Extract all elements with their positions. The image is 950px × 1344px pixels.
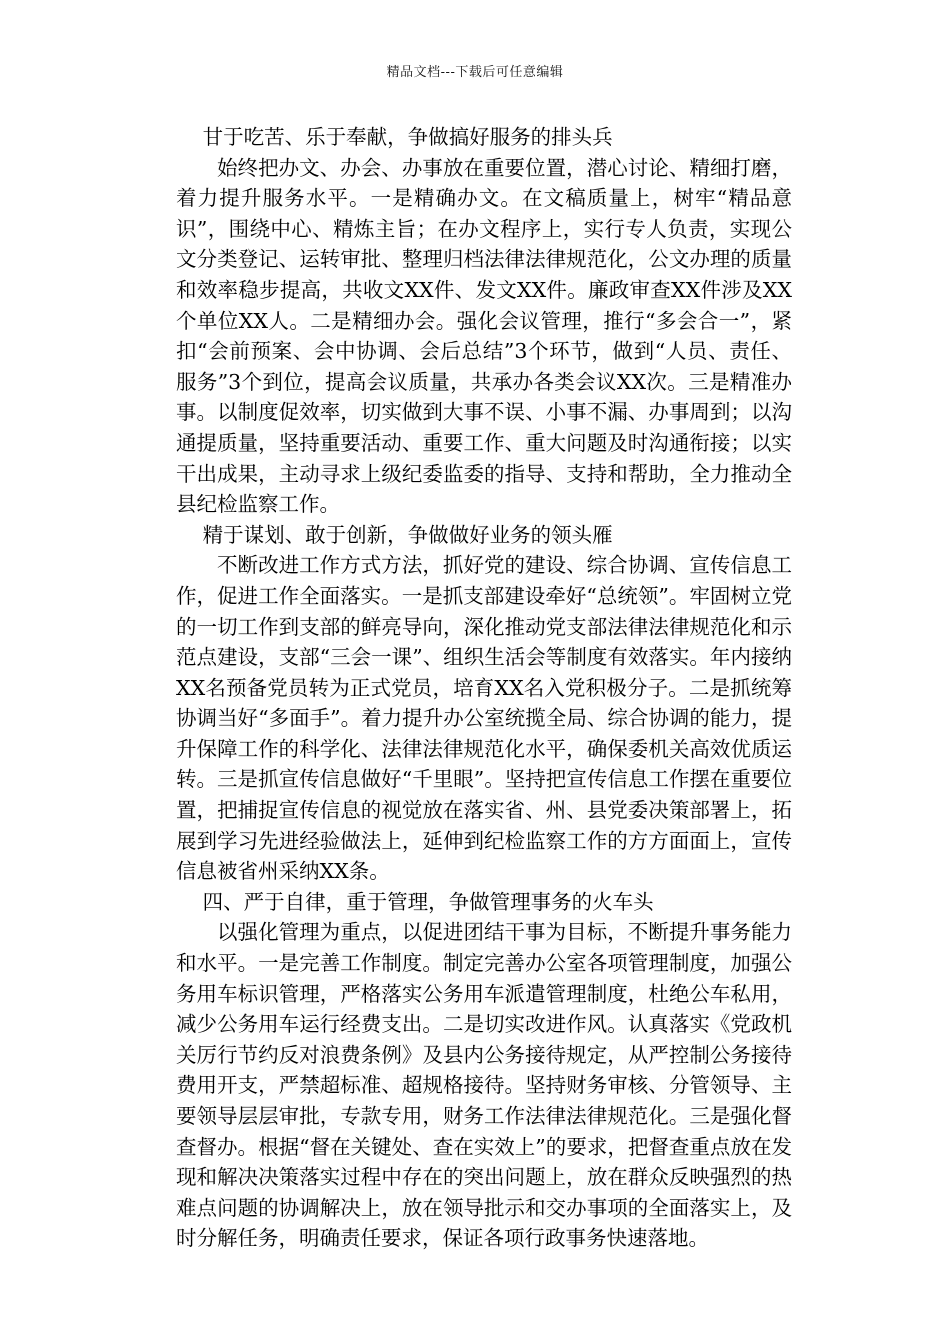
page-header: 精品文档---下载后可任意编辑 [386, 65, 564, 80]
section-heading: 甘于吃苦、乐于奉献，争做搞好服务的排头兵 [202, 125, 613, 149]
section-paragraph: 不断改进工作方式方法，抓好党的建设、综合协调、宣传信息工作，促进工作全面落实。一是抓支部建设牵好“总统领”。牢固树立党的一切工作到支部的鲜亮导向，深化推动党支部法律法律规范化和示范点建设，支部“三会一课”、组织生活会等制度有效落实。年内接纳XX名预备党员转为正式党员，培育XX名入党积极分子。二是抓统筹协调当好“多面手”。着力提升办公室统揽全局、综合协调的能力，提升保障工作的科学化、法律法律规范化水平，确保委机关高效优质运转。三是抓宣传信息做好“千里眼”。坚持把宣传信息工作摆在重要位置，把捕捉宣传信息的视觉放在落实省、州、县党委决策部署上，拓展到学习先进经验做法上，延伸到纪检监察工作的方方面面上，宣传信息被省州采纳XX条。 [176, 553, 792, 884]
section-paragraph: 始终把办文、办会、办事放在重要位置，潜心讨论、精细打磨，着力提升服务水平。一是精确办文。在文稿质量上，树牢“精品意识”，围绕中心、精炼主旨；在办文程序上，实行专人负责，实现公文分类登记、运转审批、整理归档法律法律规范化，公文办理的质量和效率稳步提高，共收文XX件、发文XX件。廉政审查XX件涉及XX个单位XX人。二是精细办会。强化会议管理，推行“多会合一”，紧扣“会前预案、会中协调、会后总结”3个环节，做到“人员、责任、服务”3个到位，提高会议质量，共承办各类会议XX次。三是精准办事。以制度促效率，切实做到大事不误、小事不漏、办事周到；以沟通提质量，坚持重要活动、重要工作、重大问题及时沟通衔接；以实干出成果，主动寻求上级纪委监委的指导、支持和帮助，全力推动全县纪检监察工作。 [176, 155, 792, 517]
section-heading: 精于谋划、敢于创新，争做做好业务的领头雁 [202, 522, 613, 547]
section-heading: 四、严于自律，重于管理，争做管理事务的火车头 [202, 889, 654, 914]
document-body [176, 122, 792, 1254]
section-paragraph: 以强化管理为重点，以促进团结干事为目标，不断提升事务能力和水平。一是完善工作制度。制定完善办公室各项管理制度，加强公务用车标识管理，严格落实公务用车派遣管理制度，杜绝公车私用，减少公务用车运行经费支出。二是切实改进作风。认真落实《党政机关厉行节约反对浪费条例》及县内公务接待规定，从严控制公务接待费用开支，严禁超标准、超规格接待。坚持财务审核、分管领导、主要领导层层审批，专款专用，财务工作法律法律规范化。三是强化督查督办。根据“督在关键处、查在实效上”的要求，把督查重点放在发现和解决决策落实过程中存在的突出问题上，放在群众反映强烈的热难点问题的协调解决上，放在领导批示和交办事项的全面落实上，及时分解任务，明确责任要求，保证各项行政事务快速落地。 [176, 920, 792, 1251]
